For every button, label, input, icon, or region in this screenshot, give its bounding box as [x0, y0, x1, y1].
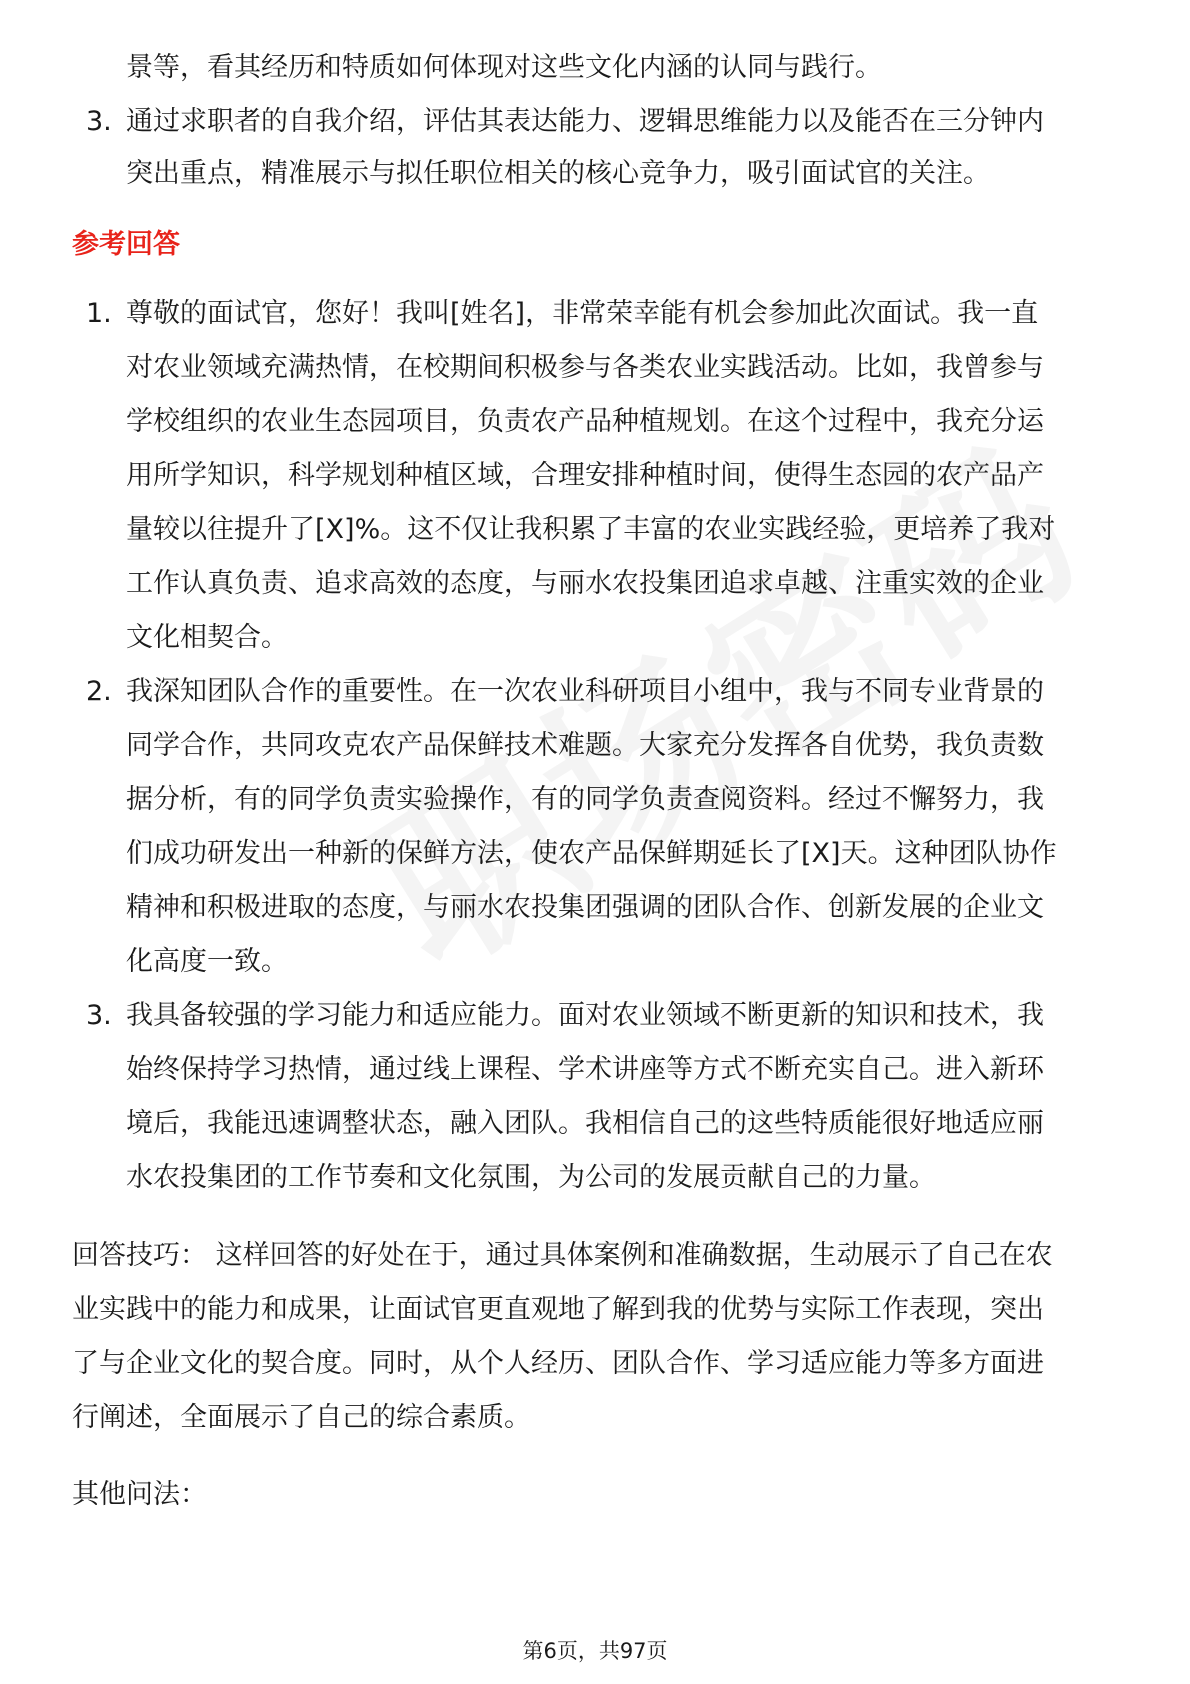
answer-line: 境后，我能迅速调整状态，融入团队。我相信自己的这些特质能很好地适应丽	[126, 1108, 1044, 1139]
answer-line: 们成功研发出一种新的保鲜方法，使农产品保鲜期延长了[X]天。这种团队协作	[126, 838, 1057, 869]
answer-line: 我深知团队合作的重要性。在一次农业科研项目小组中，我与不同专业背景的	[126, 676, 1044, 707]
answer-line: 化高度一致。	[126, 946, 288, 977]
answer-line: 学校组织的农业生态园项目，负责农产品种植规划。在这个过程中，我充分运	[126, 406, 1044, 437]
page-number: 第6页，共97页	[522, 1639, 668, 1663]
intro-line: 景等，看其经历和特质如何体现对这些文化内涵的认同与践行。	[126, 52, 882, 83]
answer-line: 始终保持学习热情，通过线上课程、学术讲座等方式不断充实自己。进入新环	[126, 1054, 1044, 1085]
answer-line: 精神和积极进取的态度，与丽水农投集团强调的团队合作、创新发展的企业文	[126, 892, 1044, 923]
list-number: 3.	[86, 1000, 112, 1031]
answer-line: 用所学知识，科学规划种植区域，合理安排种植时间，使得生态园的农产品产	[126, 460, 1044, 491]
list-number: 1.	[86, 298, 112, 329]
answer-line: 对农业领域充满热情，在校期间积极参与各类农业实践活动。比如，我曾参与	[126, 352, 1044, 383]
list-number: 3.	[86, 106, 112, 137]
tips-line: 回答技巧： 这样回答的好处在于，通过具体案例和准确数据，生动展示了自己在农	[72, 1240, 1053, 1271]
other-questions-label: 其他问法：	[72, 1479, 207, 1510]
section-heading-reference: 参考回答	[72, 229, 180, 260]
answer-line: 据分析，有的同学负责实验操作，有的同学负责查阅资料。经过不懈努力，我	[126, 784, 1044, 815]
answer-line: 水农投集团的工作节奏和文化氛围，为公司的发展贡献自己的力量。	[126, 1162, 936, 1193]
answer-line: 文化相契合。	[126, 622, 288, 653]
intro-item3-line: 通过求职者的自我介绍，评估其表达能力、逻辑思维能力以及能否在三分钟内	[126, 106, 1044, 137]
answer-line: 工作认真负责、追求高效的态度，与丽水农投集团追求卓越、注重实效的企业	[126, 568, 1044, 599]
answer-line: 同学合作，共同攻克农产品保鲜技术难题。大家充分发挥各自优势，我负责数	[126, 730, 1044, 761]
tips-line: 行阐述，全面展示了自己的综合素质。	[72, 1402, 531, 1433]
answer-line: 尊敬的面试官，您好！我叫[姓名]，非常荣幸能有机会参加此次面试。我一直	[126, 298, 1039, 329]
tips-line: 了与企业文化的契合度。同时，从个人经历、团队合作、学习适应能力等多方面进	[72, 1348, 1044, 1379]
tips-line: 业实践中的能力和成果，让面试官更直观地了解到我的优势与实际工作表现，突出	[72, 1294, 1044, 1325]
answer-line: 我具备较强的学习能力和适应能力。面对农业领域不断更新的知识和技术，我	[126, 1000, 1044, 1031]
answer-line: 量较以往提升了[X]%。这不仅让我积累了丰富的农业实践经验，更培养了我对	[126, 514, 1056, 545]
intro-item3-line: 突出重点，精准展示与拟任职位相关的核心竞争力，吸引面试官的关注。	[126, 158, 990, 189]
list-number: 2.	[86, 676, 112, 707]
